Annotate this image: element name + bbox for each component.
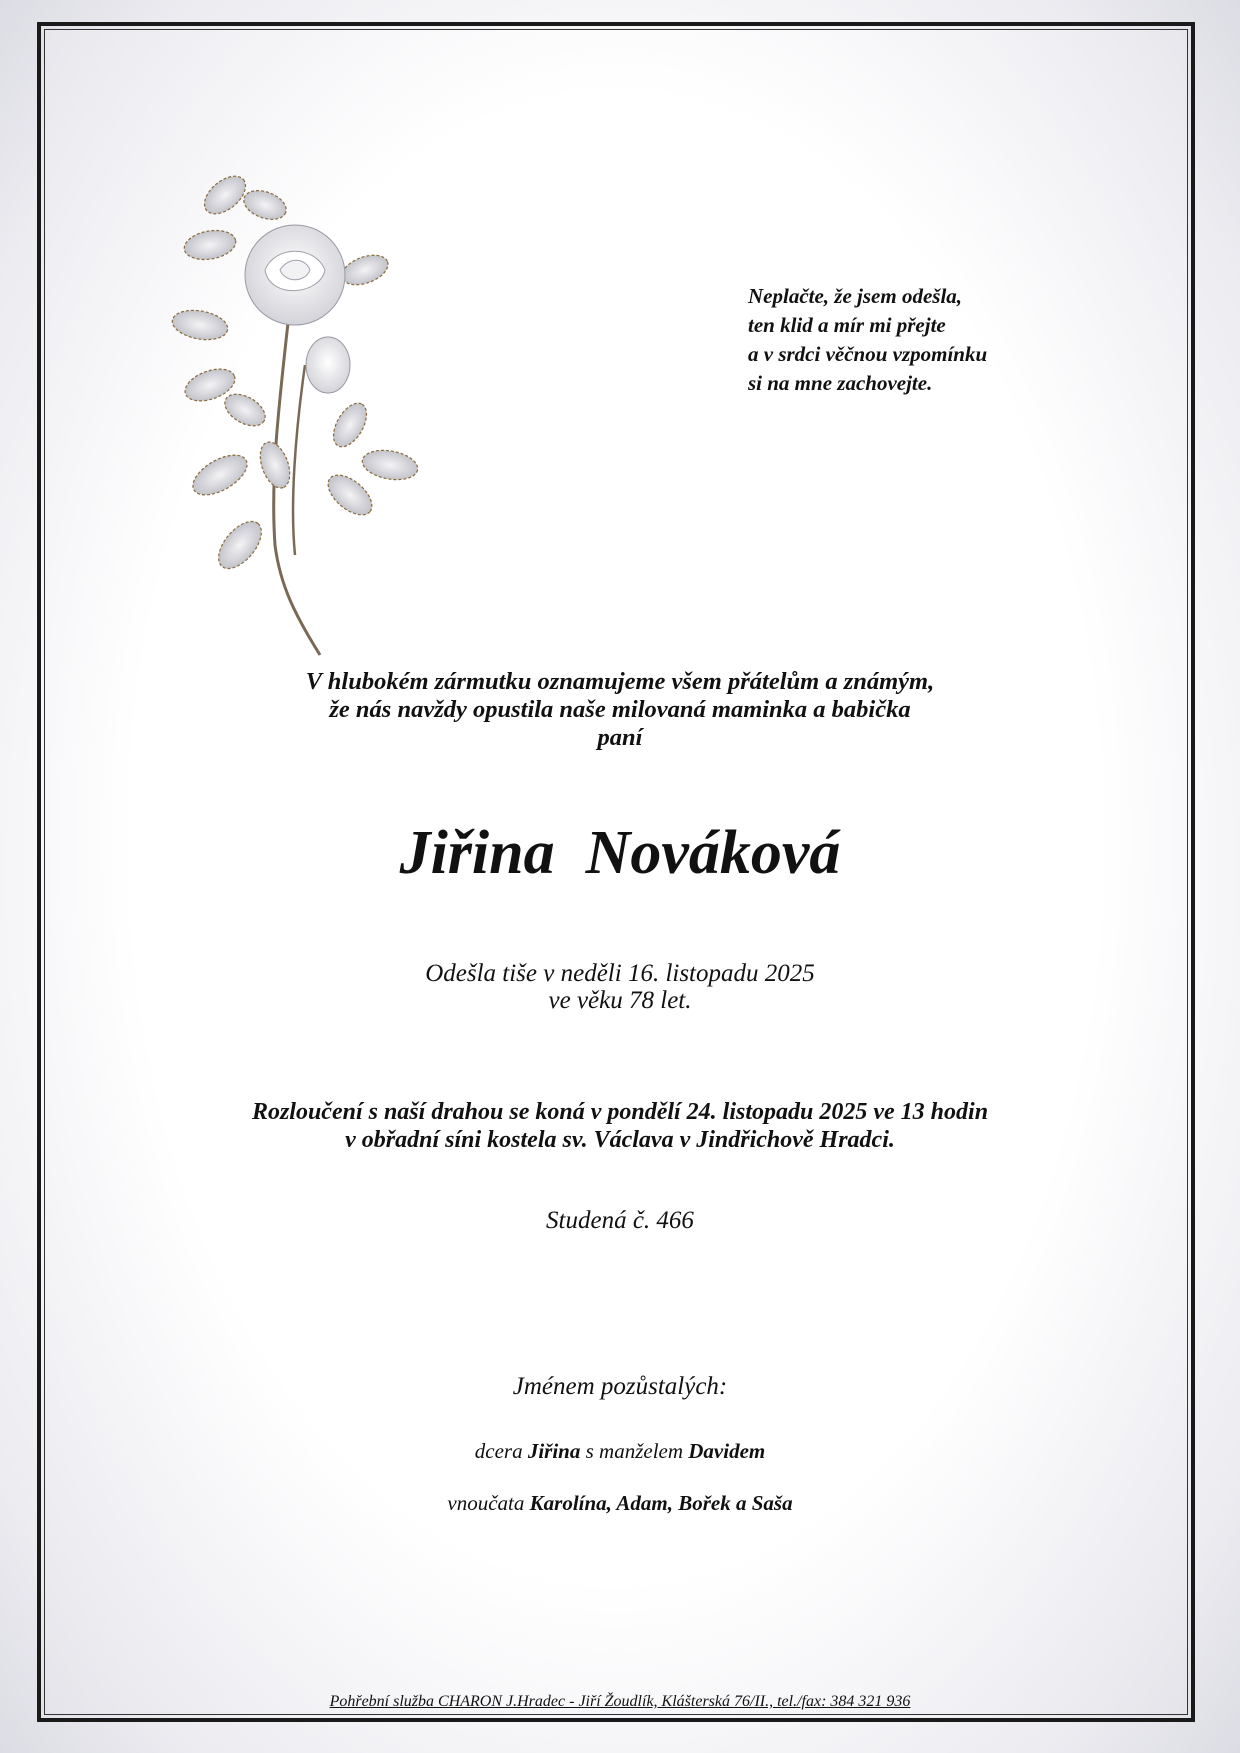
mourner-relation: vnoučata — [447, 1491, 530, 1515]
announcement-line: paní — [597, 724, 643, 751]
poem-verse — [748, 282, 1078, 398]
mourner-daughter — [100, 1437, 1140, 1465]
ceremony-time: Rozloučení s naší drahou se koná v pondělí 24. listopadu 2025 ve 13 hodin — [251, 1099, 989, 1125]
funeral-service-footer: Pohřební služba CHARON J.Hradec - Jiří Žoudlík, Klášterská 76/II., tel./fax: 384 321 936 — [329, 1693, 911, 1710]
family-address: Studená č. 466 — [546, 1207, 694, 1234]
announcement-line: že nás navždy opustila naše milovaná maminka a babička — [329, 696, 911, 723]
mourners-heading: Jménem pozůstalých: — [512, 1373, 728, 1400]
mourner-relation: dcera — [474, 1439, 528, 1463]
death-date: Odešla tiše v neděli 16. listopadu 2025 — [425, 960, 815, 987]
rose-illustration — [170, 175, 450, 665]
mourner-name: Davidem — [688, 1439, 766, 1463]
mourner-relation: s manželem — [580, 1439, 689, 1463]
rose-blossom — [245, 225, 350, 393]
death-announcement — [100, 668, 1140, 752]
death-age: ve věku 78 let. — [548, 987, 692, 1014]
death-details — [100, 960, 1140, 1014]
poem-line: si na mne zachovejte. — [748, 371, 933, 395]
poem-line: Neplačte, že jsem odešla, — [748, 284, 963, 308]
ceremony-place: v obřadní síni kostela sv. Václava v Jindřichově Hradci. — [345, 1127, 895, 1153]
announcement-line: V hlubokém zármutku oznamujeme všem přátelům a známým, — [305, 668, 935, 695]
poem-line: a v srdci věčnou vzpomínku — [748, 342, 988, 366]
poem-line: ten klid a mír mi přejte — [748, 313, 946, 337]
mourner-name: Jiřina — [527, 1439, 581, 1463]
mourner-name: Karolína, Adam, Bořek a Saša — [529, 1491, 793, 1515]
farewell-ceremony — [100, 1098, 1140, 1154]
deceased-name: Jiřina Nováková — [399, 819, 841, 887]
mourner-grandchildren — [100, 1489, 1140, 1517]
